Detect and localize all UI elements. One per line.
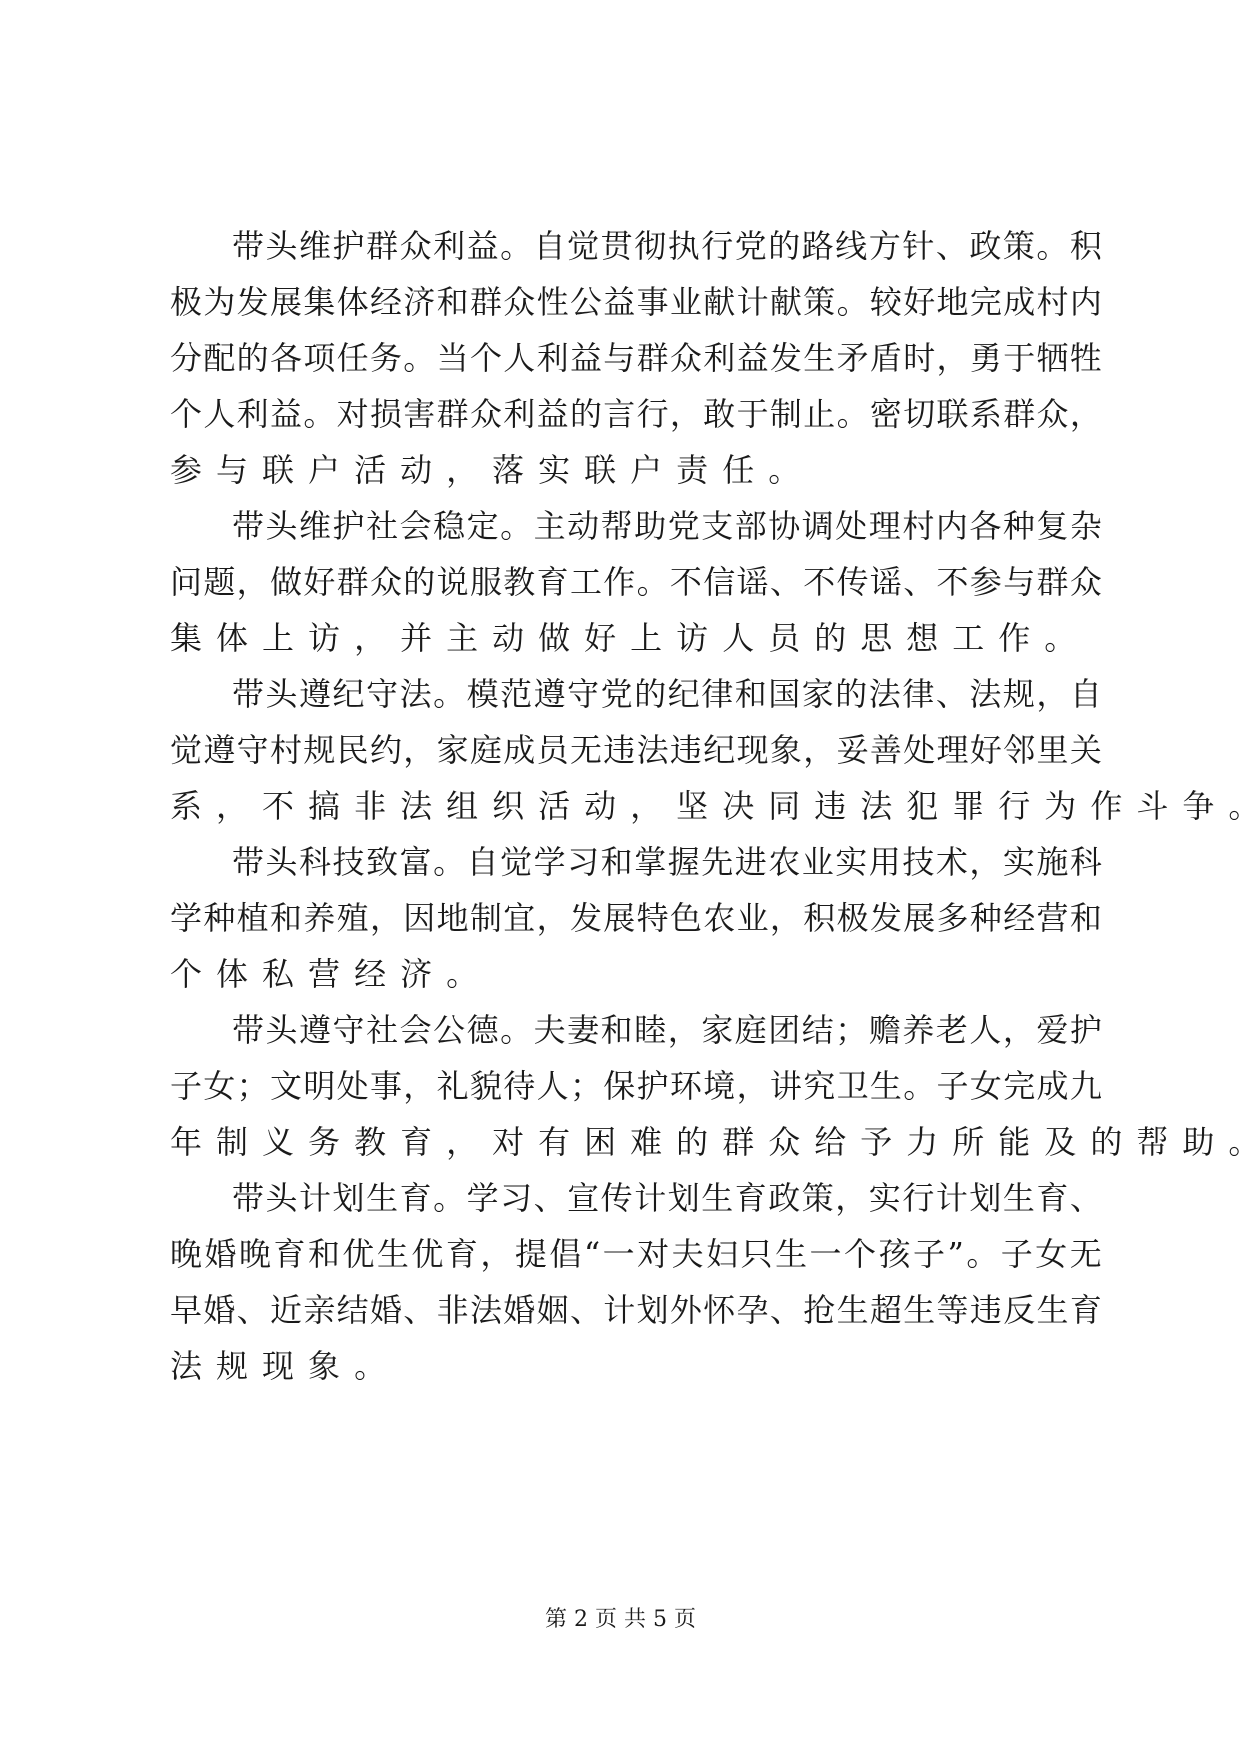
paragraph-line: 问 题 ， 做 好 群 众 的 说 服 教 育 工 作 。 不 信 谣 、 不 传 谣 、 不 参 与 群 众	[170, 563, 1102, 601]
paragraph-line: 分 配 的 各 项 任 务 。 当 个 人 利 益 与 群 众 利 益 发 生 矛 盾 时 ， 勇 于 牺 牲	[170, 339, 1102, 377]
paragraph-line: 带 头 科 技 致 富 。 自 觉 学 习 和 掌 握 先 进 农 业 实 用 技 术 ， 实 施 科	[232, 843, 1102, 881]
paragraph-line: 子 女 ； 文 明 处 事 ， 礼 貌 待 人 ； 保 护 环 境 ， 讲 究 卫 生 。 子 女 完 成 九	[170, 1067, 1102, 1105]
paragraph-line: 带 头 维 护 社 会 稳 定 。 主 动 帮 助 党 支 部 协 调 处 理 村 内 各 种 复 杂	[232, 507, 1102, 545]
paragraph-line: 学 种 植 和 养 殖 ， 因 地 制 宜 ， 发 展 特 色 农 业 ， 积 极 发 展 多 种 经 营 和	[170, 899, 1102, 937]
paragraph-line: 极 为 发 展 集 体 经 济 和 群 众 性 公 益 事 业 献 计 献 策 。 较 好 地 完 成 村 内	[170, 283, 1102, 321]
paragraph-line: 年 制 义 务 教 育 ， 对 有 困 难 的 群 众 给 予 力 所 能 及 的 帮 助 。	[170, 1123, 1260, 1161]
paragraph-line: 个 体 私 营 经 济 。	[170, 955, 479, 993]
paragraph-line: 集 体 上 访 ， 并 主 动 做 好 上 访 人 员 的 思 想 工 作 。	[170, 619, 1077, 657]
paragraph-line: 带 头 遵 纪 守 法 。 模 范 遵 守 党 的 纪 律 和 国 家 的 法 律 、 法 规 ， 自	[232, 675, 1102, 713]
paragraph-line: 带 头 维 护 群 众 利 益 。 自 觉 贯 彻 执 行 党 的 路 线 方 针 、 政 策 。 积	[232, 227, 1102, 265]
paragraph-line: 觉 遵 守 村 规 民 约 ， 家 庭 成 员 无 违 法 违 纪 现 象 ， 妥 善 处 理 好 邻 里 关	[170, 731, 1102, 769]
page-footer: 第 2 页 共 5 页	[545, 1607, 696, 1632]
paragraph-line: 早 婚 、 近 亲 结 婚 、 非 法 婚 姻 、 计 划 外 怀 孕 、 抢 生 超 生 等 违 反 生 育	[170, 1291, 1102, 1329]
paragraph-line: 带 头 遵 守 社 会 公 德 。 夫 妻 和 睦 ， 家 庭 团 结 ； 赡 养 老 人 ， 爱 护	[232, 1011, 1102, 1049]
paragraph-line: 个 人 利 益 。 对 损 害 群 众 利 益 的 言 行 ， 敢 于 制 止 。 密 切 联 系 群 众 ，	[170, 395, 1102, 433]
paragraph-line: 系 ， 不 搞 非 法 组 织 活 动 ， 坚 决 同 违 法 犯 罪 行 为 作 斗 争 。	[170, 787, 1260, 825]
paragraph-line: 带 头 计 划 生 育 。 学 习 、 宣 传 计 划 生 育 政 策 ， 实 行 计 划 生 育 、	[232, 1179, 1102, 1217]
paragraph-line: 法 规 现 象 。	[170, 1347, 387, 1385]
paragraph-line: 参 与 联 户 活 动 ， 落 实 联 户 责 任 。	[170, 451, 801, 489]
paragraph-line: 晚 婚 晚 育 和 优 生 优 育 ， 提 倡 “ 一 对 夫 妇 只 生 一 个 孩 子 ” 。 子 女 无	[170, 1235, 1102, 1273]
